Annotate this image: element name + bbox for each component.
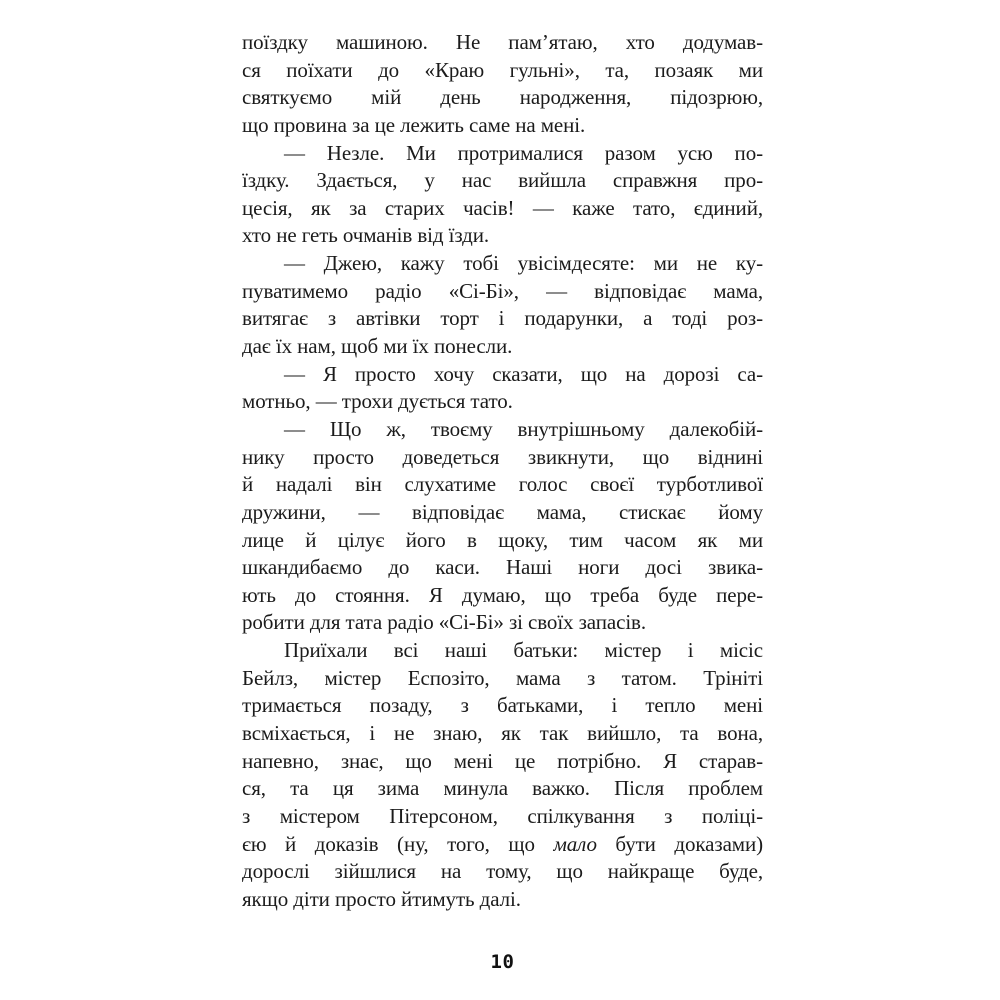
text-line: ють до стояння. Я думаю, що треба буде пере-	[242, 582, 763, 607]
paragraph	[242, 29, 763, 140]
text-line: ся, та ця зима минула важко. Після проблем	[242, 776, 763, 801]
paragraph	[242, 416, 763, 637]
text-line: мотньо, — трохи дується тато.	[242, 389, 513, 414]
text-line: лице й цілує його в щоку, тим часом як ми	[242, 527, 763, 552]
text-line: дорослі зійшлися на тому, що найкраще буде,	[242, 859, 763, 884]
text-line: шкандибаємо до каси. Наші ноги досі звика-	[242, 555, 763, 580]
text-line: напевно, знає, що мені це потрібно. Я старав-	[242, 748, 763, 773]
text-line: їздку. Здається, у нас вийшла справжня про-	[242, 168, 763, 193]
text-line: святкуємо мій день народження, підозрюю,	[242, 85, 763, 110]
text-line: Бейлз, містер Еспозіто, мама з татом. Трініті	[242, 665, 763, 690]
text-line: дружини, — відповідає мама, стискає йому	[242, 499, 763, 524]
text-line: всміхається, і не знаю, як так вийшло, та вона,	[242, 721, 763, 746]
text-line: й надалі він слухатиме голос своєї турботливої	[242, 472, 763, 497]
paragraph	[242, 250, 763, 361]
paragraph	[242, 140, 763, 251]
paragraph	[242, 637, 763, 913]
text-line: тримається позаду, з батьками, і тепло мені	[242, 693, 763, 718]
italic-text: мало	[553, 831, 597, 856]
text-line: поїздку машиною. Не пам’ятаю, хто додумав-	[242, 30, 763, 54]
page-text	[242, 29, 763, 914]
text-line: хто не геть очманів від їзди.	[242, 223, 490, 248]
text-line: — Джею, кажу тобі увісімдесяте: ми не ку-	[284, 251, 763, 276]
text-line: що провина за це лежить саме на мені.	[242, 112, 586, 137]
text-line: нику просто доведеться звикнути, що віднині	[242, 444, 763, 469]
text-line: — Що ж, твоєму внутрішньому далекобій-	[284, 416, 763, 441]
text-line: — Я просто хочу сказати, що на дорозі са-	[284, 361, 763, 386]
paragraph	[242, 361, 763, 416]
text-line: пуватимемо радіо «Сі-Бі», — відповідає мама,	[242, 278, 763, 303]
text-line: Приїхали всі наші батьки: містер і місіс	[284, 638, 763, 663]
text-line: дає їх нам, щоб ми їх понесли.	[242, 334, 513, 359]
text-line: єю й доказів (ну, того, що мало бути доказами)	[242, 831, 763, 856]
text-line: робити для тата радіо «Сі-Бі» зі своїх запасів.	[242, 610, 647, 635]
text-line: — Незле. Ми протрималися разом усю по-	[284, 140, 763, 165]
text-line: ся поїхати до «Краю гульні», та, позаяк ми	[242, 57, 763, 82]
text-line: з містером Пітерсоном, спілкування з поліці-	[242, 803, 763, 828]
text-line: цесія, як за старих часів! — каже тато, єдиний,	[242, 195, 763, 220]
page-number: 10	[490, 951, 515, 973]
text-line: витягає з автівки торт і подарунки, а тоді роз-	[242, 306, 763, 331]
text-line: якщо діти просто йтимуть далі.	[242, 886, 521, 911]
